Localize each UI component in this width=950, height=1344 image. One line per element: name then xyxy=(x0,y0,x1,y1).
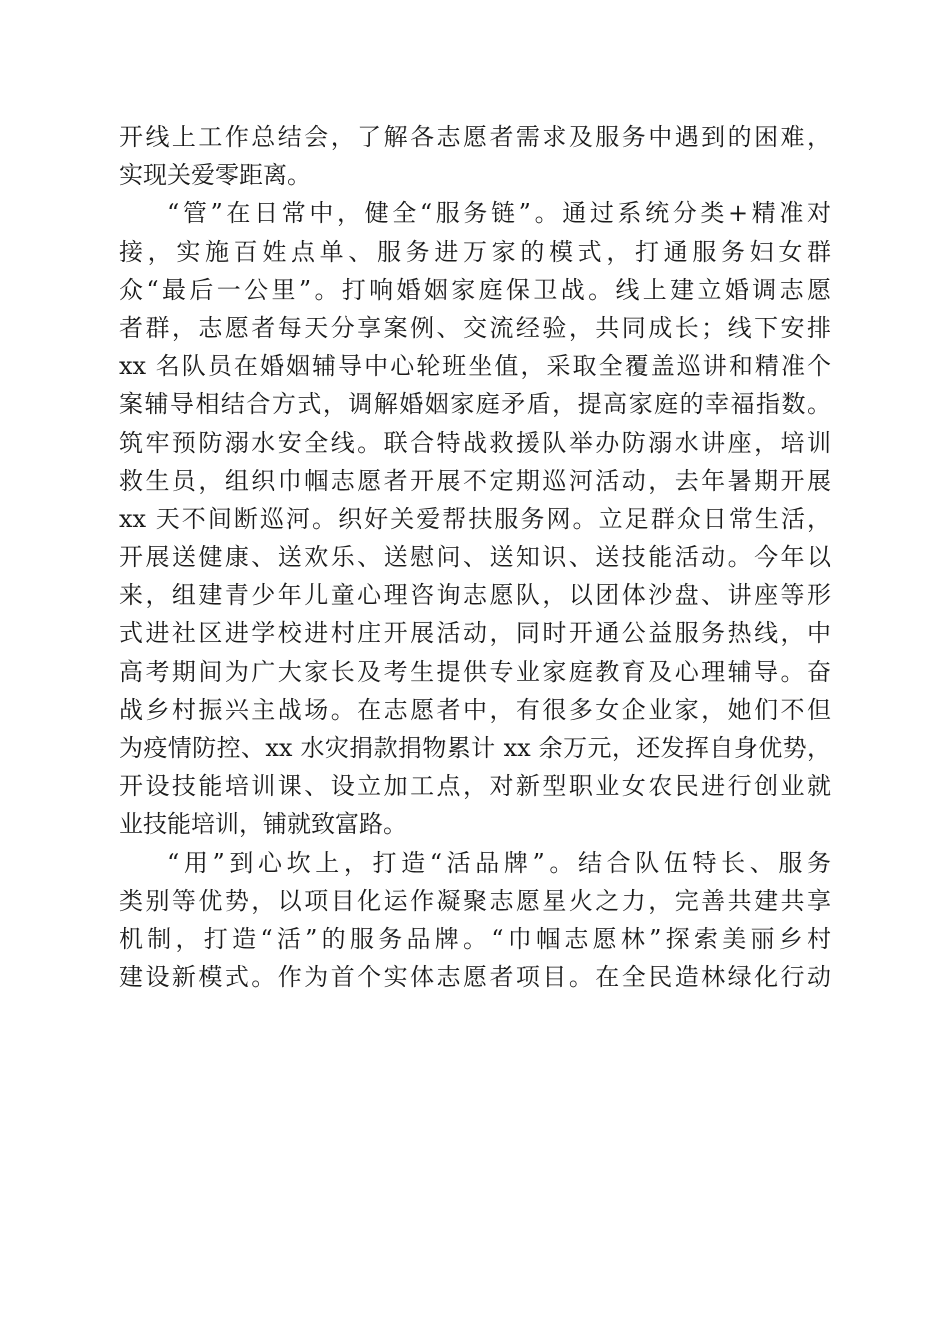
text-line: 机制，打造“活”的服务品牌。“巾帼志愿林”探索美丽乡村 xyxy=(119,924,831,953)
text-line: 救生员，组织巾帼志愿者开展不定期巡河活动，去年暑期开展 xyxy=(119,466,831,495)
text-line: 案辅导相结合方式，调解婚姻家庭矛盾，提高家庭的幸福指数。 xyxy=(119,390,831,419)
text-line: 来，组建青少年儿童心理咨询志愿队，以团体沙盘、讲座等形 xyxy=(119,581,831,610)
text-line: 战乡村振兴主战场。在志愿者中，有很多女企业家，她们不但 xyxy=(119,695,831,724)
text-line: xx 名队员在婚姻辅导中心轮班坐值，采取全覆盖巡讲和精准个 xyxy=(119,352,831,381)
text-line: xx 天不间断巡河。织好关爱帮扶服务网。立足群众日常生活， xyxy=(119,504,831,533)
text-line: 者群，志愿者每天分享案例、交流经验，共同成长；线下安排 xyxy=(119,313,831,342)
text-line: 众“最后一公里”。打响婚姻家庭保卫战。线上建立婚调志愿 xyxy=(119,275,831,304)
text-line: 筑牢预防溺水安全线。联合特战救援队举办防溺水讲座，培训 xyxy=(119,428,831,457)
text-line: 实现关爱零距离。 xyxy=(119,161,311,190)
text-line: “用”到心坎上，打造“活品牌”。结合队伍特长、服务 xyxy=(167,848,831,877)
text-line: 高考期间为广大家长及考生提供专业家庭教育及心理辅导。奋 xyxy=(119,657,831,686)
body-text xyxy=(119,118,831,996)
text-line: 开线上工作总结会，了解各志愿者需求及服务中遇到的困难， xyxy=(119,123,831,151)
text-line: 式进社区进学校进村庄开展活动，同时开通公益服务热线，中 xyxy=(119,619,831,648)
text-line: 接，实施百姓点单、服务进万家的模式，打通服务妇女群 xyxy=(119,237,831,266)
text-line: 开展送健康、送欢乐、送慰问、送知识、送技能活动。今年以 xyxy=(119,543,831,572)
text-line: 开设技能培训课、设立加工点，对新型职业女农民进行创业就 xyxy=(119,772,831,801)
text-line: 建设新模式。作为首个实体志愿者项目。在全民造林绿化行动 xyxy=(119,963,831,992)
text-line: 为疫情防控、xx 水灾捐款捐物累计 xx 余万元，还发挥自身优势， xyxy=(119,734,831,762)
text-line: 业技能培训，铺就致富路。 xyxy=(119,810,407,839)
text-line: “管”在日常中，健全“服务链”。通过系统分类+精准对 xyxy=(167,199,831,228)
text-line: 类别等优势，以项目化运作凝聚志愿星火之力，完善共建共享 xyxy=(119,886,831,915)
